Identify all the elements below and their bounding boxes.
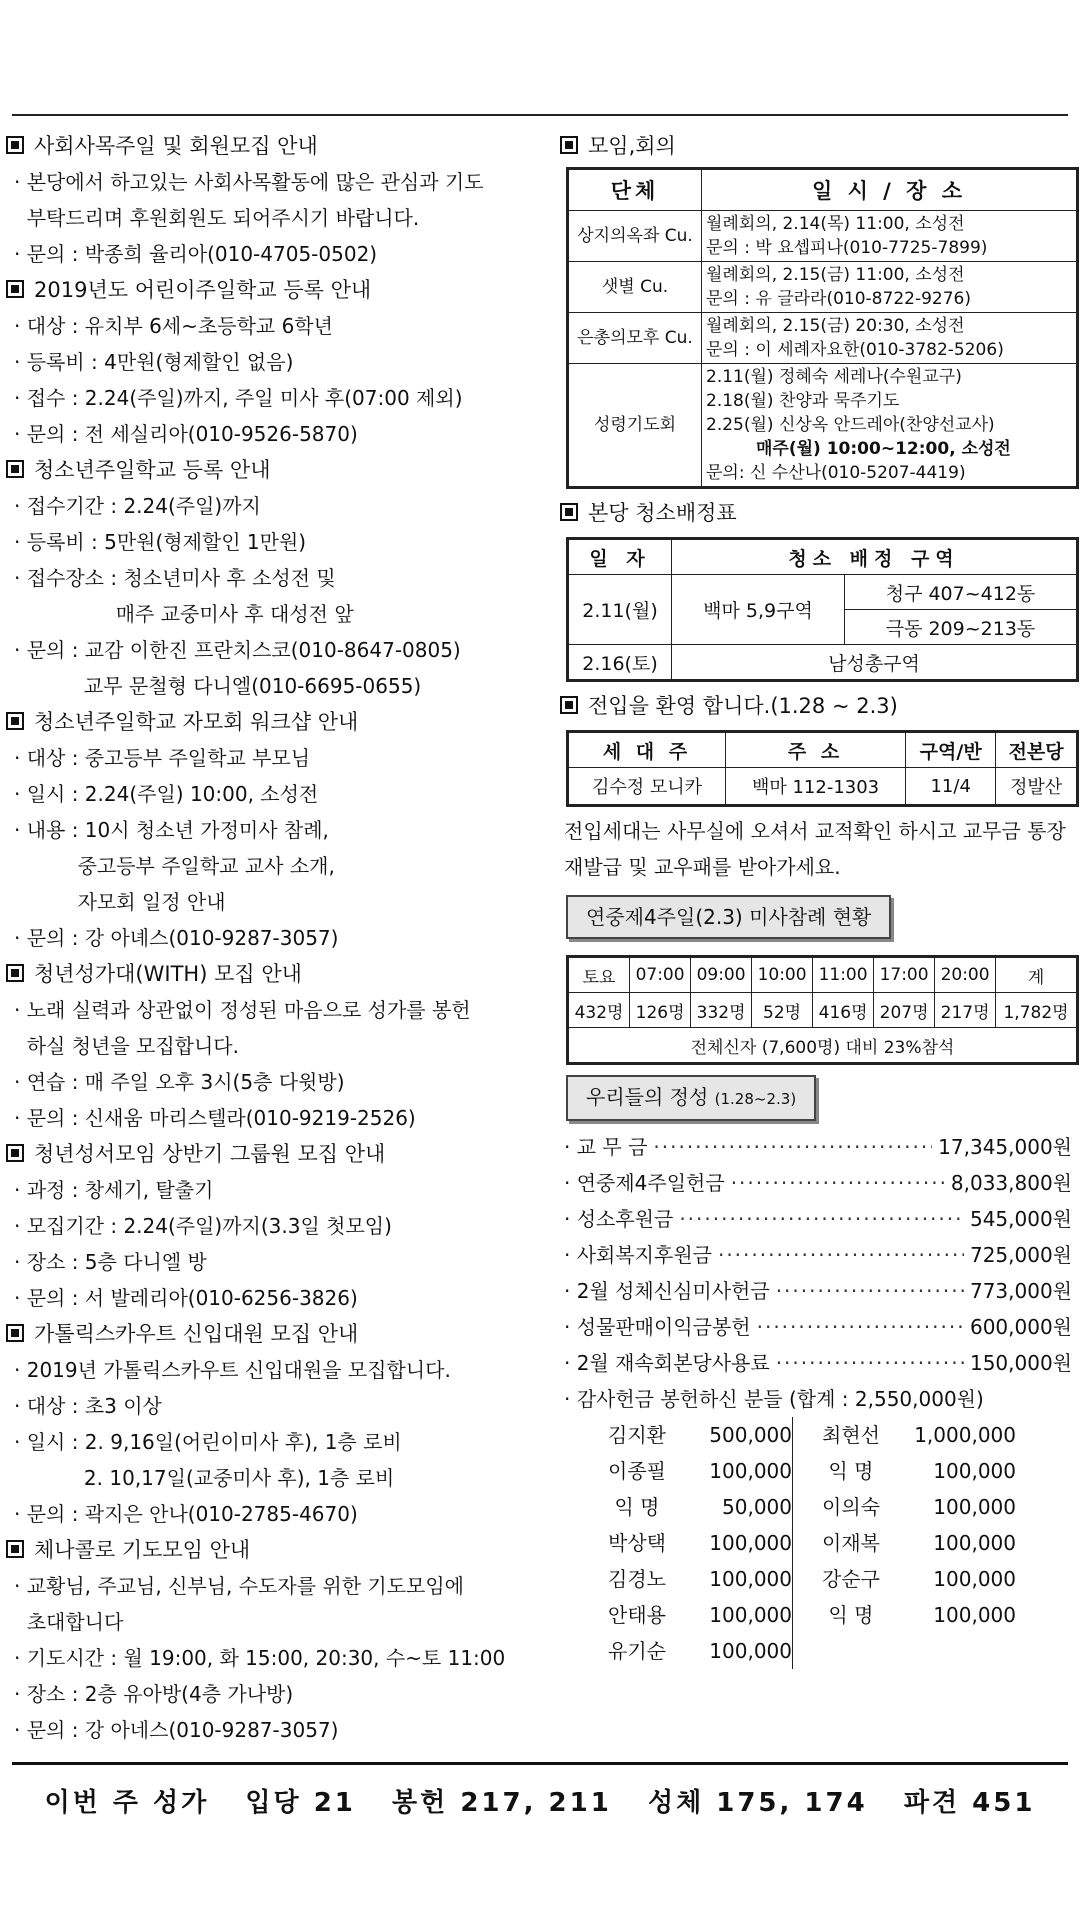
table-header: 일 시 / 장 소 bbox=[702, 169, 1078, 211]
notice-line: · 문의 : 전 세실리아(010-9526-5870) bbox=[14, 422, 358, 446]
table-row: 은총의모후 Cu. 월례회의, 2.15(금) 20:30, 소성전 문의 : 이 세례자요한(010-3782-5206) bbox=[568, 313, 1078, 364]
notice-line: · 접수 : 2.24(주일)까지, 주일 미사 후(07:00 제외) bbox=[14, 386, 463, 410]
attendance-value: 207명 bbox=[874, 993, 935, 1028]
attendance-header: 10:00 bbox=[752, 957, 813, 993]
column-divider bbox=[792, 1489, 806, 1525]
section-title: 모임,회의 bbox=[560, 128, 1072, 164]
donor-name: 최현선 bbox=[822, 1423, 880, 1447]
donor-name: 김경노 bbox=[608, 1567, 666, 1591]
notice-line: · 연습 : 매 주일 오후 3시(5층 다윗방) bbox=[14, 1070, 345, 1094]
attendance-value: 416명 bbox=[813, 993, 874, 1028]
attendance-value: 52명 bbox=[752, 993, 813, 1028]
hymn-footer: 이번 주 성가 입당 21 봉헌 217, 211 성체 175, 174 파견 451 bbox=[44, 1788, 1036, 1818]
attendance-value: 217명 bbox=[935, 993, 996, 1028]
notice-line: · 등록비 : 4만원(형제할인 없음) bbox=[14, 350, 294, 374]
column-divider bbox=[792, 1597, 806, 1633]
notice-line: · 등록비 : 5만원(형제할인 1만원) bbox=[14, 530, 307, 554]
column-divider bbox=[792, 1453, 806, 1489]
notice-line: 부탁드리며 후원회원도 되어주시기 바랍니다. bbox=[14, 206, 420, 230]
donor-name: 익 명 bbox=[614, 1495, 660, 1519]
notice-line: · 본당에서 하고있는 사회사목활동에 많은 관심과 기도 bbox=[14, 170, 484, 194]
newcomers-note: 전입세대는 사무실에 오셔서 교적확인 하시고 교무금 통장 bbox=[564, 819, 1066, 843]
offerings-list bbox=[560, 1129, 1072, 1381]
notice-line: · 대상 : 유치부 6세~초등학교 6학년 bbox=[14, 314, 333, 338]
table-row: 극동 209~213동 bbox=[568, 610, 1078, 645]
square-bullet-icon bbox=[6, 1540, 24, 1558]
offering-item: · 2월 성체신심미사헌금 ····· 773,000원 bbox=[560, 1273, 1072, 1309]
donor-amount bbox=[896, 1633, 1016, 1669]
newcomers-note: 재발급 및 교우패를 받아가세요. bbox=[564, 855, 841, 879]
notice-line: · 내용 : 10시 청소년 가정미사 참례, bbox=[14, 818, 329, 842]
attendance-value: 1,782명 bbox=[996, 993, 1078, 1028]
right-column bbox=[560, 128, 1072, 1669]
square-bullet-icon bbox=[6, 1144, 24, 1162]
notice-line: · 장소 : 2층 유아방(4층 가나방) bbox=[14, 1682, 294, 1706]
notice-line: · 문의 : 곽지은 안나(010-2785-4670) bbox=[14, 1502, 358, 1526]
attendance-header: 09:00 bbox=[691, 957, 752, 993]
notice-line: · 문의 : 교감 이한진 프란치스코(010-8647-0805) bbox=[14, 638, 461, 662]
attendance-header: 20:00 bbox=[935, 957, 996, 993]
table-row: 김수정 모니카 백마 112-1303 11/4 정발산 bbox=[568, 768, 1078, 806]
attendance-header: 07:00 bbox=[630, 957, 691, 993]
notice-line: · 문의 : 서 발레리아(010-6256-3826) bbox=[14, 1286, 358, 1310]
section-title: 사회사목주일 및 회원모집 안내 bbox=[6, 128, 546, 164]
section-title: 체나콜로 기도모임 안내 bbox=[6, 1532, 546, 1568]
table-row: 샛별 Cu. 월례회의, 2.15(금) 11:00, 소성전 문의 : 유 글라라(010-8722-9276) bbox=[568, 262, 1078, 313]
donor-amount: 100,000 bbox=[709, 1567, 792, 1591]
meetings-table bbox=[566, 167, 1079, 489]
notice-line: · 접수장소 : 청소년미사 후 소성전 및 bbox=[14, 566, 336, 590]
notice-line: · 접수기간 : 2.24(주일)까지 bbox=[14, 494, 261, 518]
attendance-value: 332명 bbox=[691, 993, 752, 1028]
donor-name: 김지환 bbox=[608, 1423, 666, 1447]
notice-line: · 문의 : 신새움 마리스텔라(010-9219-2526) bbox=[14, 1106, 416, 1130]
column-divider bbox=[792, 1417, 806, 1453]
newcomers-table: 세 대 주 주 소 구역/반 전본당 김수정 모니카 백마 112-1303 11/4 정발산 bbox=[566, 730, 1079, 807]
notice-line: · 장소 : 5층 다니엘 방 bbox=[14, 1250, 207, 1274]
notice-line: · 노래 실력과 상관없이 정성된 마음으로 성가를 봉헌 bbox=[14, 998, 471, 1022]
offerings-heading: 우리들의 정성 (1.28~2.3) bbox=[566, 1075, 816, 1121]
notice-line: · 대상 : 초3 이상 bbox=[14, 1394, 162, 1418]
offering-item: · 사회복지후원금 ····· 725,000원 bbox=[560, 1237, 1072, 1273]
notice-line: 매주 교중미사 후 대성전 앞 bbox=[14, 602, 354, 626]
square-bullet-icon bbox=[560, 503, 578, 521]
donor-name: 익 명 bbox=[828, 1603, 874, 1627]
section-title: 전입을 환영 합니다.(1.28 ~ 2.3) bbox=[560, 688, 1072, 724]
attendance-summary: 전체신자 (7,600명) 대비 23%참석 bbox=[568, 1028, 1078, 1064]
column-divider bbox=[792, 1525, 806, 1561]
attendance-value: 126명 bbox=[630, 993, 691, 1028]
section-title: 청년성가대(WITH) 모집 안내 bbox=[6, 956, 546, 992]
attendance-heading: 연중제4주일(2.3) 미사참례 현황 bbox=[566, 895, 891, 939]
section-title: 2019년도 어린이주일학교 등록 안내 bbox=[6, 272, 546, 308]
donor-name: 유기순 bbox=[608, 1639, 666, 1663]
donor-amount: 100,000 bbox=[709, 1459, 792, 1483]
donor-amount: 100,000 bbox=[933, 1567, 1016, 1591]
table-header: 단체 bbox=[568, 169, 702, 211]
notice-line: 하실 청년을 모집합니다. bbox=[14, 1034, 239, 1058]
offering-item: · 교 무 금 ····· 17,345,000원 bbox=[560, 1129, 1072, 1165]
square-bullet-icon bbox=[560, 696, 578, 714]
notice-line: · 2019년 가톨릭스카우트 신입대원을 모집합니다. bbox=[14, 1358, 451, 1382]
notice-line: 교무 문철형 다니엘(010-6695-0655) bbox=[14, 674, 422, 698]
donor-amount: 100,000 bbox=[709, 1531, 792, 1555]
donor-amount: 100,000 bbox=[933, 1531, 1016, 1555]
attendance-table bbox=[566, 955, 1079, 1065]
section-title: 본당 청소배정표 bbox=[560, 495, 1072, 531]
notice-line: · 일시 : 2. 9,16일(어린이미사 후), 1층 로비 bbox=[14, 1430, 402, 1454]
section-title: 청소년주일학교 자모회 워크샵 안내 bbox=[6, 704, 546, 740]
column-divider bbox=[792, 1561, 806, 1597]
table-row: 2.11(월) 백마 5,9구역 청구 407~412동 bbox=[568, 575, 1078, 610]
notice-line: · 모집기간 : 2.24(주일)까지(3.3일 첫모임) bbox=[14, 1214, 392, 1238]
donor-amount: 100,000 bbox=[933, 1495, 1016, 1519]
square-bullet-icon bbox=[6, 1324, 24, 1342]
square-bullet-icon bbox=[6, 712, 24, 730]
donor-name bbox=[806, 1633, 896, 1669]
donor-amount: 100,000 bbox=[933, 1603, 1016, 1627]
section-title: 청소년주일학교 등록 안내 bbox=[6, 452, 546, 488]
notice-line: · 기도시간 : 월 19:00, 화 15:00, 20:30, 수~토 11:00 bbox=[14, 1646, 506, 1670]
cleaning-table: 일 자 청소 배정 구역 2.11(월) 백마 5,9구역 청구 407~412동 극동 209~213동 2.16(토) 남성총구역 bbox=[566, 537, 1079, 682]
square-bullet-icon bbox=[560, 136, 578, 154]
notice-line: · 대상 : 중고등부 주일학교 부모님 bbox=[14, 746, 311, 770]
donor-name: 이의숙 bbox=[822, 1495, 880, 1519]
notice-line: · 문의 : 박종희 율리아(010-4705-0502) bbox=[14, 242, 378, 266]
donor-amount: 100,000 bbox=[709, 1603, 792, 1627]
notice-line: 자모회 일정 안내 bbox=[14, 890, 226, 914]
table-row: 2.16(토) 남성총구역 bbox=[568, 645, 1078, 681]
attendance-header: 11:00 bbox=[813, 957, 874, 993]
notice-line: · 교황님, 주교님, 신부님, 수도자를 위한 기도모임에 bbox=[14, 1574, 464, 1598]
square-bullet-icon bbox=[6, 460, 24, 478]
offering-item: · 성물판매이익금봉헌 ····· 600,000원 bbox=[560, 1309, 1072, 1345]
offering-item: · 성소후원금 ····· 545,000원 bbox=[560, 1201, 1072, 1237]
donor-name: 익 명 bbox=[828, 1459, 874, 1483]
notice-line: · 문의 : 강 아녜스(010-9287-3057) bbox=[14, 926, 339, 950]
donor-amount: 50,000 bbox=[722, 1495, 792, 1519]
attendance-header: 토요 bbox=[568, 957, 630, 993]
notice-line: · 일시 : 2.24(주일) 10:00, 소성전 bbox=[14, 782, 319, 806]
donor-name: 이종필 bbox=[608, 1459, 666, 1483]
top-rule bbox=[12, 114, 1068, 116]
notice-line: 초대합니다 bbox=[14, 1610, 124, 1634]
donor-name: 박상택 bbox=[608, 1531, 666, 1555]
donor-name: 안태용 bbox=[608, 1603, 666, 1627]
square-bullet-icon bbox=[6, 964, 24, 982]
attendance-value: 432명 bbox=[568, 993, 630, 1028]
attendance-header: 17:00 bbox=[874, 957, 935, 993]
donor-name: 이재복 bbox=[822, 1531, 880, 1555]
donor-amount: 100,000 bbox=[709, 1639, 792, 1663]
notice-line: · 문의 : 강 아네스(010-9287-3057) bbox=[14, 1718, 339, 1742]
square-bullet-icon bbox=[6, 136, 24, 154]
section-title: 가톨릭스카우트 신입대원 모집 안내 bbox=[6, 1316, 546, 1352]
table-row: 성령기도회 2.11(월) 정혜숙 세레나(수원교구) 2.18(월) 찬양과 묵주기도 2.25(월) 신상옥 안드레아(찬양선교사) 매주(월) 10:00~12:00, 소성전 문의: 신 수산나(010-5207-4419) bbox=[568, 364, 1078, 488]
bottom-rule bbox=[12, 1762, 1068, 1765]
offering-item: · 연중제4주일헌금 ····· 8,033,800원 bbox=[560, 1165, 1072, 1201]
thanks-title: · 감사헌금 봉헌하신 분들 (합계 : 2,550,000원) bbox=[564, 1387, 984, 1411]
left-column bbox=[6, 128, 546, 1748]
donor-amount: 1,000,000 bbox=[914, 1423, 1016, 1447]
donors-grid bbox=[592, 1417, 1072, 1669]
notice-line: 중고등부 주일학교 교사 소개, bbox=[14, 854, 335, 878]
donor-amount: 500,000 bbox=[709, 1423, 792, 1447]
offering-item: · 2월 재속회본당사용료 ····· 150,000원 bbox=[560, 1345, 1072, 1381]
square-bullet-icon bbox=[6, 280, 24, 298]
table-row: 상지의옥좌 Cu. 월례회의, 2.14(목) 11:00, 소성전 문의 : 박 요셉피나(010-7725-7899) bbox=[568, 211, 1078, 262]
notice-line: · 과정 : 창세기, 탈출기 bbox=[14, 1178, 214, 1202]
attendance-header: 계 bbox=[996, 957, 1078, 993]
column-divider bbox=[792, 1633, 806, 1669]
notice-line: 2. 10,17일(교중미사 후), 1층 로비 bbox=[14, 1466, 395, 1490]
donor-name: 강순구 bbox=[822, 1567, 880, 1591]
donor-amount: 100,000 bbox=[933, 1459, 1016, 1483]
section-title: 청년성서모임 상반기 그룹원 모집 안내 bbox=[6, 1136, 546, 1172]
